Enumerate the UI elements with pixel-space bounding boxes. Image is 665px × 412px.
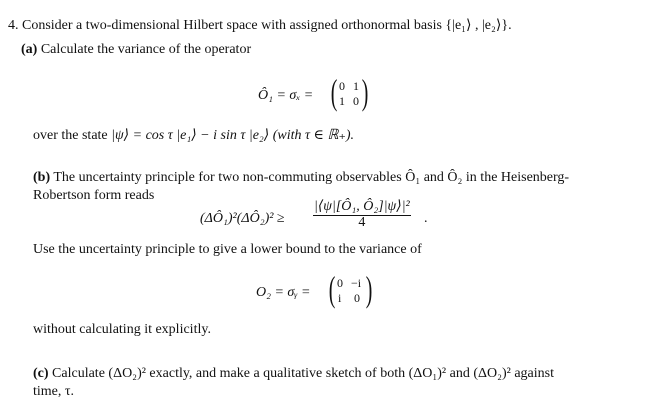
inequality-fraction bbox=[313, 200, 411, 230]
matrix-element: 1 bbox=[353, 79, 359, 93]
matrix-element: 0 bbox=[337, 276, 343, 290]
part-b-instruction: Use the uncertainty principle to give a lower bound to the variance of bbox=[33, 242, 422, 257]
problem-statement bbox=[8, 18, 512, 34]
state-expression: |ψ⟩ = cos τ |e₁⟩ − i sin τ |e₂⟩ (with τ ∈ ℝ₊). bbox=[111, 128, 355, 143]
part-c-text-line1: Calculate (ΔO₂)² exactly, and make a qualitative sketch of both (ΔO₁)² and (ΔO₂)² against bbox=[52, 366, 554, 381]
inequality-lhs: (ΔÔ₁)²(ΔÔ₂)² ≥ bbox=[200, 211, 285, 226]
matrix-element: 0 bbox=[354, 291, 360, 305]
basis-set: {|e₁⟩ , |e₂⟩}. bbox=[445, 18, 512, 33]
matrix-right-paren: ) bbox=[365, 269, 373, 309]
part-a-label: (a) bbox=[21, 42, 38, 57]
matrix-element: −i bbox=[351, 276, 362, 290]
problem-intro: Consider a two-dimensional Hilbert space with assigned orthonormal basis bbox=[22, 18, 442, 33]
part-b-text-line2: Robertson form reads bbox=[33, 188, 155, 203]
matrix-element: i bbox=[338, 291, 342, 305]
problem-number: 4. bbox=[8, 18, 19, 33]
fraction-denominator: 4 bbox=[358, 215, 366, 230]
matrix-left-paren: ( bbox=[328, 269, 336, 309]
matrix-right-paren: ) bbox=[361, 72, 369, 112]
matrix-element: 0 bbox=[339, 79, 345, 93]
part-b-text-line1: The uncertainty principle for two non-commuting observables Ô₁ and Ô₂ in the Heisenberg- bbox=[53, 170, 570, 185]
sigma-y-matrix bbox=[328, 269, 373, 309]
part-b-after: without calculating it explicitly. bbox=[33, 322, 211, 337]
fraction-numerator: |⟨ψ|[Ô₁, Ô₂]|ψ⟩|² bbox=[314, 199, 410, 214]
sigma-x-matrix bbox=[330, 72, 369, 112]
part-c-heading bbox=[33, 366, 554, 382]
matrix-element: 1 bbox=[339, 94, 345, 108]
part-a-heading bbox=[21, 42, 251, 58]
part-b-label: (b) bbox=[33, 170, 51, 185]
part-b-heading bbox=[33, 170, 569, 186]
operator-o2-lhs: O₂ = σᵧ = bbox=[256, 285, 311, 300]
state-definition bbox=[33, 128, 354, 144]
part-a-text: Calculate the variance of the operator bbox=[40, 42, 252, 57]
part-c-text-line2: time, τ. bbox=[33, 384, 75, 399]
operator-o1-lhs: Ô₁ = σₓ = bbox=[258, 88, 314, 103]
part-c-label: (c) bbox=[33, 366, 49, 381]
inequality-period: . bbox=[424, 211, 428, 226]
matrix-element: 0 bbox=[353, 94, 359, 108]
state-intro: over the state bbox=[33, 128, 108, 143]
matrix-left-paren: ( bbox=[330, 72, 338, 112]
